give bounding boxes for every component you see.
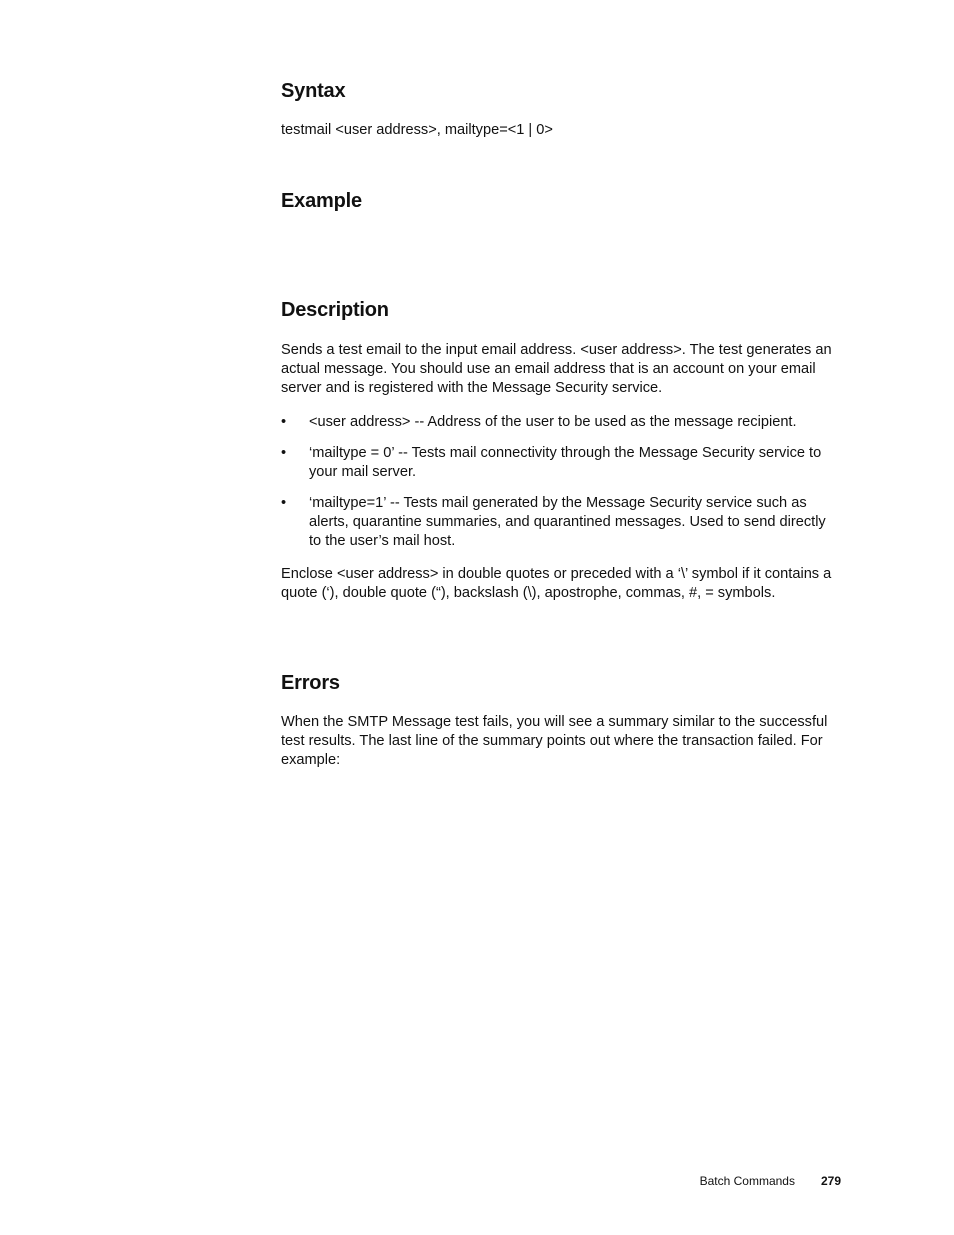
list-item [281, 494, 841, 551]
list-item [281, 413, 841, 432]
errors-heading: Errors [281, 672, 340, 694]
example-heading: Example [281, 190, 362, 212]
description-paragraph: Sends a test email to the input email address. <user address>. The test generates an actual message. You should use an email address that is an account on your email server and is registered with the Message Security service. [281, 342, 832, 396]
bullet-text: <user address> -- Address of the user to be used as the message recipient. [309, 414, 797, 430]
bullet-icon: • [281, 445, 287, 461]
description-heading: Description [281, 299, 389, 321]
bullet-icon: • [281, 495, 287, 511]
description-bullet-list [281, 413, 841, 563]
syntax-heading: Syntax [281, 80, 346, 102]
page-footer [700, 1174, 841, 1189]
list-item [281, 444, 841, 482]
bullet-text: ‘mailtype=1’ -- Tests mail generated by the Message Security service such as alerts, quarantine summaries, and quarantined messages. Used to send directly to the user’s mail host. [309, 495, 826, 549]
syntax-text: testmail <user address>, mailtype=<1 | 0> [281, 122, 553, 138]
errors-paragraph: When the SMTP Message test fails, you will see a summary similar to the successful test results. The last line of the summary points out where the transaction failed. For example: [281, 714, 828, 768]
footer-section-title: Batch Commands [699, 1174, 795, 1188]
page-number: 279 [820, 1174, 841, 1188]
enclose-paragraph: Enclose <user address> in double quotes or preceded with a ‘\’ symbol if it contains a quote (‘), double quote (“), backslash (\), apostrophe, commas, #, = symbols. [281, 566, 832, 601]
bullet-icon: • [281, 414, 287, 430]
bullet-text: ‘mailtype = 0’ -- Tests mail connectivity through the Message Security service to your mail server. [309, 445, 822, 480]
